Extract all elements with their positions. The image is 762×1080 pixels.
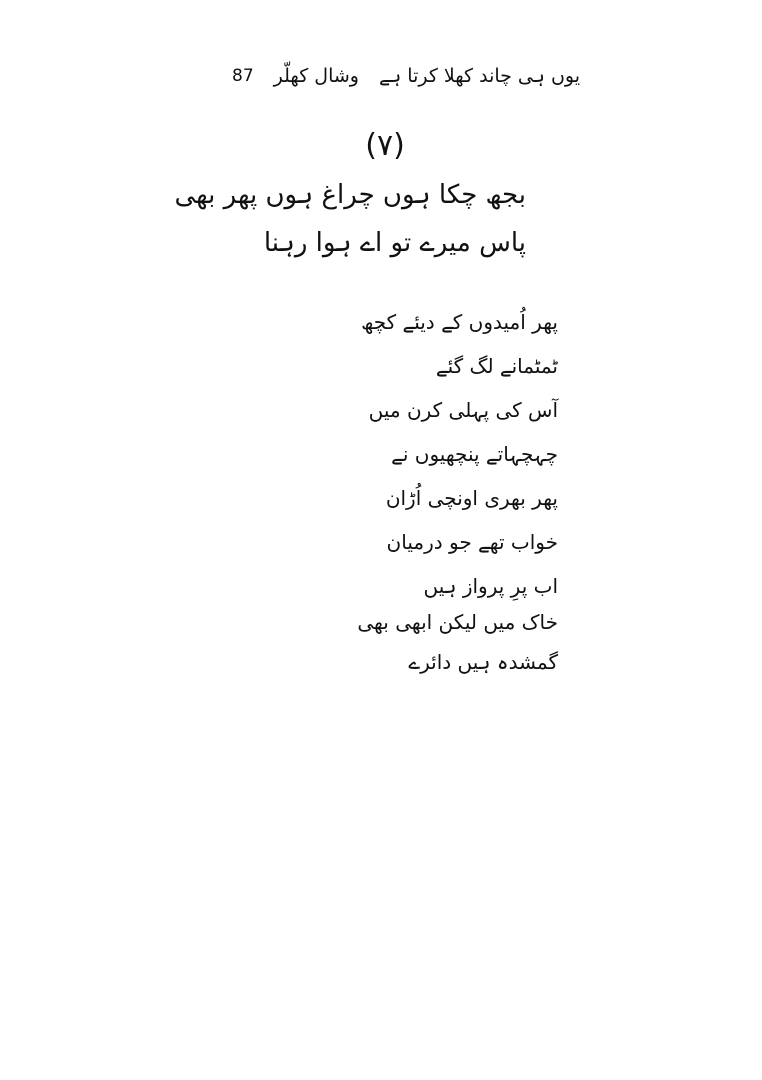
- stanza-line: آس کی پہلی کرن میں: [368, 398, 558, 422]
- poem-stanza: [330, 310, 558, 690]
- stanza-line: چہچہاتے پنچھیوں نے: [391, 442, 558, 466]
- stanza-line: ٹمٹمانے لگ گئے: [435, 354, 558, 378]
- couplet-line: بجھ چکا ہوں چراغ ہوں پھر بھی: [174, 180, 526, 210]
- page-number: 87: [232, 66, 254, 86]
- author-name: وشال کھلّر: [273, 65, 359, 87]
- book-title: یوں ہی چاند کھلا کرتا ہے: [378, 65, 580, 87]
- couplet-line: پاس میرے تو اے ہوا رہنا: [263, 228, 526, 258]
- stanza-line: گمشدہ ہیں دائرے: [408, 650, 558, 674]
- stanza-line: پھر بھری اونچی اُڑان: [385, 486, 558, 510]
- page-header: [232, 56, 580, 96]
- stanza-line: خواب تھے جو درمیان: [386, 530, 558, 554]
- stanza-line: خاک میں لیکن ابھی بھی: [357, 610, 558, 634]
- poem-number: (۷): [365, 128, 405, 163]
- stanza-line: اب پرِ پرواز ہیں: [423, 574, 558, 598]
- stanza-line: پھر اُمیدوں کے دیئے کچھ: [361, 310, 558, 334]
